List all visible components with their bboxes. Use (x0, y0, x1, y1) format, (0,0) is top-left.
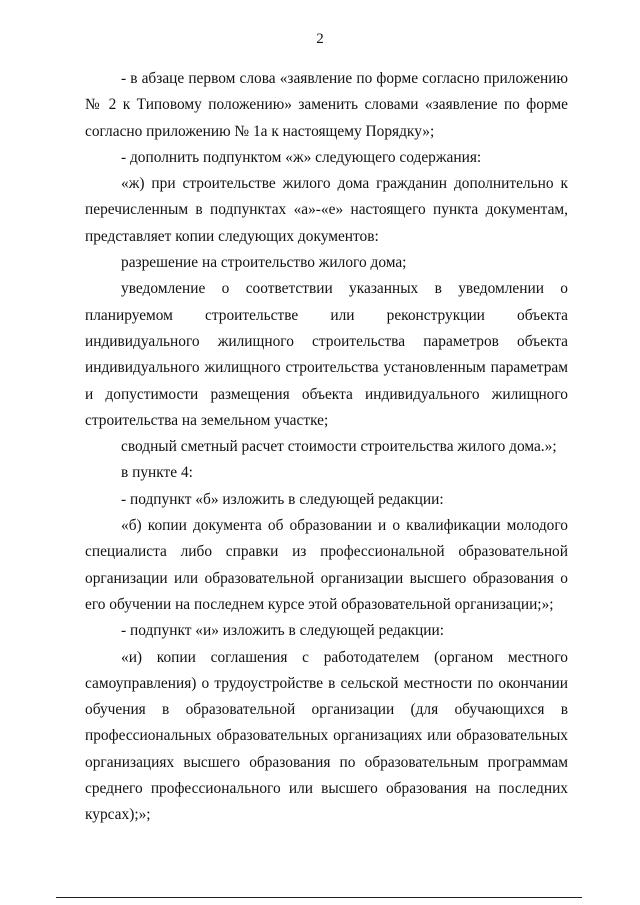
paragraph: «и) копии соглашения с работодателем (органом местного самоуправления) о трудоустройстве в сельской местности по окончании обучения в образовательной организации (для обучающихся в профессиональных образовательных организациях или образовательных организациях высшего образования по образовательным программам среднего профессионального или высшего образования на последних курсах);»; (85, 648, 568, 824)
paragraph: - в абзаце первом слова «заявление по форме согласно приложению № 2 к Типовому положению» заменить словами «заявление по форме согласно приложению № 1а к настоящему Порядку»; (85, 70, 568, 140)
paragraph: - подпункт «б» изложить в следующей редакции: (121, 490, 444, 508)
document-body (85, 66, 568, 829)
bottom-edge-line (56, 897, 582, 898)
paragraph: сводный сметный расчет стоимости строительства жилого дома.»; (121, 438, 557, 456)
paragraph: уведомление о соответствии указанных в уведомлении о планируемом строительстве или реконструкции объекта индивидуального жилищного строительства параметров объекта индивидуального жилищного строительства установленным параметрам и допустимости размещения объекта индивидуального жилищного строительства на земельном участке; (85, 280, 568, 429)
paragraph: в пункте 4: (121, 464, 193, 482)
paragraph: - подпункт «и» изложить в следующей редакции: (121, 622, 445, 640)
paragraph: разрешение на строительство жилого дома; (121, 254, 407, 272)
page-number: 2 (316, 31, 324, 47)
paragraph: - дополнить подпунктом «ж» следующего содержания: (121, 148, 482, 166)
paragraph: «ж) при строительстве жилого дома гражданин дополнительно к перечисленным в подпунктах «а»-«е» настоящего пункта документам, представляет копии следующих документов: (85, 175, 568, 245)
paragraph: «б) копии документа об образовании и о квалификации молодого специалиста либо справки из профессиональной образовательной организации или образовательной организации высшего образования о его обучении на последнем курсе этой образовательной организации;»; (85, 517, 568, 613)
